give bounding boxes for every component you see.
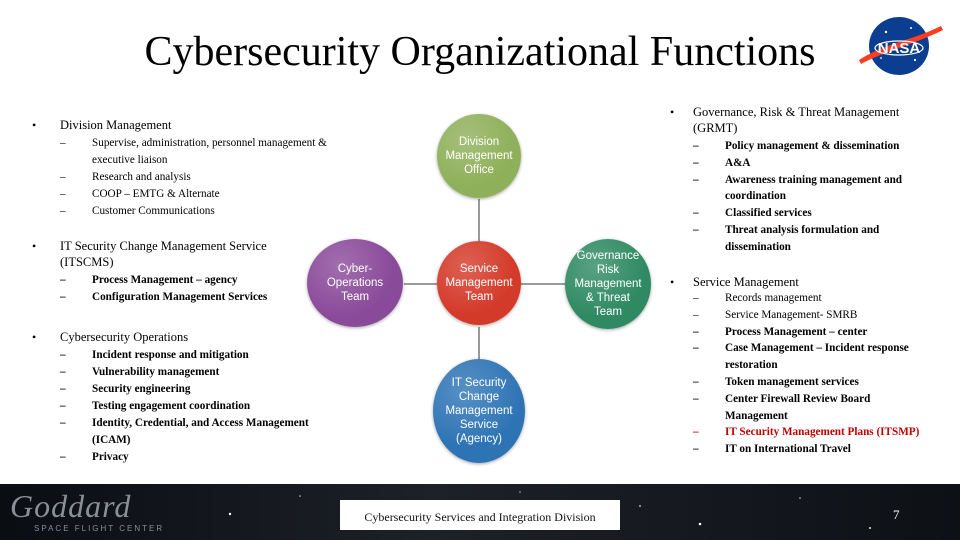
list-item: – Classified services: [693, 207, 812, 220]
section-heading: Governance, Risk & Threat Management (GRMT): [693, 105, 900, 135]
list-item: – Identity, Credential, and Access Management (ICAM): [60, 417, 309, 446]
list-item: – Incident response and mitigation: [60, 349, 249, 361]
page-number: 7: [893, 507, 900, 522]
node-label: Division Management Office: [445, 136, 513, 176]
list-item: – Security engineering: [60, 383, 191, 395]
page-title: Cybersecurity Organizational Functions: [144, 29, 816, 75]
list-item: – Threat analysis formulation and dissemination: [693, 223, 880, 253]
list-item: – IT on International Travel: [693, 443, 851, 456]
itscms-agency-node: [433, 359, 525, 463]
grmt-items: [693, 138, 933, 256]
list-item: – Testing engagement coordination: [60, 400, 251, 412]
list-item: – Case Management – Incident response restoration: [693, 342, 909, 372]
list-item: – A&A: [693, 156, 751, 169]
list-item: – Vulnerability management: [60, 366, 220, 378]
service-management-items: [693, 290, 933, 458]
list-item: – Records management: [693, 292, 822, 304]
footer-division-name: Cybersecurity Services and Integration Division: [364, 510, 596, 524]
nasa-logo-text: NASA: [877, 40, 921, 57]
section-heading: Cybersecurity Operations: [60, 330, 189, 344]
list-item: – Center Firewall Review Board Management: [693, 392, 871, 422]
section-heading: IT Security Change Management Service (ITSCMS): [60, 239, 267, 269]
bullet-icon: •: [32, 239, 37, 253]
list-item: – IT Security Management Plans (ITSMP): [693, 426, 920, 439]
bullet-icon: •: [32, 118, 37, 132]
goddard-logo: Goddard: [10, 488, 132, 524]
list-item: – Token management services: [693, 375, 859, 388]
list-item: – Process Management – agency: [60, 274, 238, 286]
node-label: IT Security Change Management Service (Agency): [445, 377, 513, 445]
node-label: Governance Risk Management & Threat Team: [574, 250, 642, 318]
bullet-icon: •: [670, 275, 675, 289]
list-item: – COOP – EMTG & Alternate: [60, 188, 220, 200]
list-item: – Policy management & dissemination: [693, 140, 900, 152]
section-heading: Division Management: [60, 118, 172, 132]
governance-risk-team-node: [565, 239, 651, 329]
section-heading: Service Management: [693, 275, 799, 289]
bullet-icon: •: [670, 105, 675, 119]
node-label: Cyber-Operations Team: [326, 263, 384, 303]
list-item: – Supervise, administration, personnel management & executive liaison: [60, 137, 327, 166]
node-label: Service Management Team: [445, 263, 513, 303]
bullet-icon: •: [32, 330, 37, 344]
list-item: – Process Management – center: [693, 325, 868, 338]
service-management-team-node: [437, 241, 521, 325]
service-management-section: [670, 274, 933, 458]
list-item: – Configuration Management Services: [60, 291, 268, 303]
grmt-section: [670, 104, 933, 256]
cyber-operations-team-node: [307, 239, 403, 327]
list-item: – Customer Communications: [60, 205, 215, 217]
list-item: – Awareness training management and coordination: [693, 173, 903, 203]
list-item: – Privacy: [60, 451, 129, 463]
goddard-logo-subtitle: SPACE FLIGHT CENTER: [34, 524, 165, 533]
list-item: – Service Management- SMRB: [693, 308, 858, 321]
division-management-office-node: [437, 114, 521, 198]
list-item: – Research and analysis: [60, 171, 191, 183]
